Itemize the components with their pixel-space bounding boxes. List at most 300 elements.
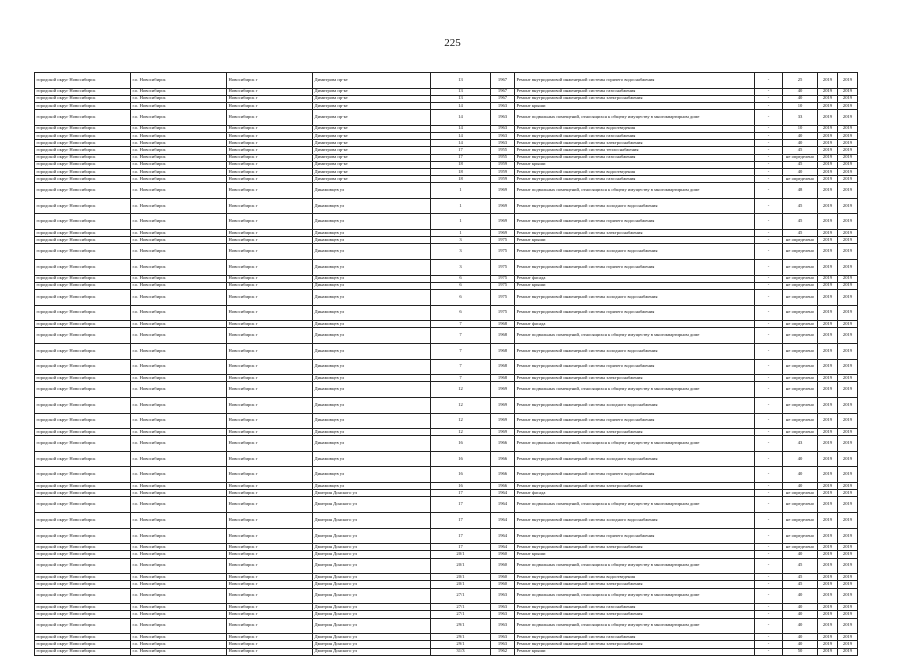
street-cell: Дмитрия Донского ул xyxy=(313,551,431,558)
work-type-cell: Ремонт внутридомовой инженерной системы холодного водоснабжения xyxy=(515,289,755,305)
district-cell: городской округ Новосибирск xyxy=(35,214,131,230)
district-cell: городской округ Новосибирск xyxy=(35,147,131,154)
district-cell: городской округ Новосибирск xyxy=(35,168,131,175)
year-built-cell: 1959 xyxy=(491,176,515,183)
district-cell: городской округ Новосибирск xyxy=(35,140,131,147)
house-cell: 3 xyxy=(431,244,491,260)
municipality-cell: г.о. Новосибирск xyxy=(131,73,227,89)
year-built-cell: 1960 xyxy=(491,574,515,581)
area-cell: - xyxy=(755,110,783,126)
start-year-cell: 2019 xyxy=(818,375,838,382)
house-cell: 17 xyxy=(431,490,491,497)
start-year-cell: 2019 xyxy=(818,359,838,375)
end-year-cell: 2019 xyxy=(838,497,858,513)
municipality-cell: г.о. Новосибирск xyxy=(131,321,227,328)
start-year-cell: 2019 xyxy=(818,581,838,588)
area-cell: - xyxy=(755,260,783,276)
street-cell: Динамовцев ул xyxy=(313,375,431,382)
municipality-cell: г.о. Новосибирск xyxy=(131,588,227,604)
table-row xyxy=(35,88,858,95)
district-cell: городской округ Новосибирск xyxy=(35,497,131,513)
end-year-cell: 2019 xyxy=(838,528,858,544)
house-cell: 1 xyxy=(431,230,491,237)
end-year-cell: 2019 xyxy=(838,641,858,648)
settlement-cell: Новосибирск г xyxy=(227,382,313,398)
district-cell: городской округ Новосибирск xyxy=(35,397,131,413)
street-cell: Динамовцев ул xyxy=(313,275,431,282)
municipality-cell: г.о. Новосибирск xyxy=(131,147,227,154)
street-cell: Дмитрия Донского ул xyxy=(313,634,431,641)
work-type-cell: Ремонт внутридомовой инженерной системы горячего водоснабжения xyxy=(515,413,755,429)
street-cell: Динамовцев ул xyxy=(313,305,431,321)
house-cell: 17 xyxy=(431,544,491,551)
district-cell: городской округ Новосибирск xyxy=(35,641,131,648)
municipality-cell: г.о. Новосибирск xyxy=(131,513,227,529)
settlement-cell: Новосибирск г xyxy=(227,343,313,359)
year-built-cell: 1975 xyxy=(491,289,515,305)
settlement-cell: Новосибирск г xyxy=(227,140,313,147)
municipality-cell: г.о. Новосибирск xyxy=(131,359,227,375)
end-year-cell: 2019 xyxy=(838,490,858,497)
table-row xyxy=(35,413,858,429)
street-cell: Дмитрия Донского ул xyxy=(313,528,431,544)
cost-cell: 40 xyxy=(783,95,818,102)
year-built-cell: 1963 xyxy=(491,125,515,132)
start-year-cell: 2019 xyxy=(818,343,838,359)
district-cell: городской округ Новосибирск xyxy=(35,467,131,483)
cost-cell: 45 xyxy=(783,147,818,154)
settlement-cell: Новосибирск г xyxy=(227,328,313,344)
end-year-cell: 2019 xyxy=(838,551,858,558)
municipality-cell: г.о. Новосибирск xyxy=(131,183,227,199)
register-body xyxy=(35,73,858,656)
settlement-cell: Новосибирск г xyxy=(227,110,313,126)
settlement-cell: Новосибирск г xyxy=(227,88,313,95)
house-cell: 20/1 xyxy=(431,558,491,574)
settlement-cell: Новосибирск г xyxy=(227,125,313,132)
start-year-cell: 2019 xyxy=(818,176,838,183)
district-cell: городской округ Новосибирск xyxy=(35,183,131,199)
street-cell: Динамовцев ул xyxy=(313,198,431,214)
area-cell: - xyxy=(755,161,783,168)
cost-cell: 40 xyxy=(783,467,818,483)
municipality-cell: г.о. Новосибирск xyxy=(131,544,227,551)
table-row xyxy=(35,282,858,289)
start-year-cell: 2019 xyxy=(818,451,838,467)
start-year-cell: 2019 xyxy=(818,648,838,655)
work-type-cell: Ремонт внутридомовой инженерной системы горячего водоснабжения xyxy=(515,305,755,321)
street-cell: Динамовцев ул xyxy=(313,260,431,276)
end-year-cell: 2019 xyxy=(838,237,858,244)
start-year-cell: 2019 xyxy=(818,140,838,147)
table-row xyxy=(35,237,858,244)
start-year-cell: 2019 xyxy=(818,244,838,260)
work-type-cell: Ремонт подвальных помещений, относящихся к общему имуществу в многоквартирном доме xyxy=(515,497,755,513)
street-cell: Дмитрия Донского ул xyxy=(313,490,431,497)
district-cell: городской округ Новосибирск xyxy=(35,321,131,328)
municipality-cell: г.о. Новосибирск xyxy=(131,275,227,282)
cost-cell: не определено xyxy=(783,244,818,260)
work-type-cell: Ремонт крыши xyxy=(515,551,755,558)
cost-cell: 33 xyxy=(783,110,818,126)
work-type-cell: Ремонт подвальных помещений, относящихся к общему имуществу в многоквартирном доме xyxy=(515,588,755,604)
year-built-cell: 1969 xyxy=(491,214,515,230)
settlement-cell: Новосибирск г xyxy=(227,102,313,109)
municipality-cell: г.о. Новосибирск xyxy=(131,230,227,237)
area-cell: - xyxy=(755,451,783,467)
municipality-cell: г.о. Новосибирск xyxy=(131,305,227,321)
street-cell: Динамовцев ул xyxy=(313,483,431,490)
table-row xyxy=(35,110,858,126)
cost-cell: 40 xyxy=(783,604,818,611)
municipality-cell: г.о. Новосибирск xyxy=(131,413,227,429)
year-built-cell: 1969 xyxy=(491,230,515,237)
area-cell: - xyxy=(755,282,783,289)
work-type-cell: Ремонт внутридомовой инженерной системы газоснабжения xyxy=(515,88,755,95)
street-cell: Динамовцев ул xyxy=(313,183,431,199)
end-year-cell: 2019 xyxy=(838,110,858,126)
area-cell: - xyxy=(755,634,783,641)
cost-cell: не определено xyxy=(783,237,818,244)
house-cell: 17 xyxy=(431,497,491,513)
district-cell: городской округ Новосибирск xyxy=(35,611,131,618)
settlement-cell: Новосибирск г xyxy=(227,648,313,655)
municipality-cell: г.о. Новосибирск xyxy=(131,110,227,126)
house-cell: 17 xyxy=(431,513,491,529)
cost-cell: 40 xyxy=(783,140,818,147)
street-cell: Динамовцев ул xyxy=(313,429,431,436)
municipality-cell: г.о. Новосибирск xyxy=(131,198,227,214)
street-cell: Дмитрия Донского ул xyxy=(313,641,431,648)
house-cell: 17 xyxy=(431,147,491,154)
start-year-cell: 2019 xyxy=(818,558,838,574)
table-row xyxy=(35,140,858,147)
table-row xyxy=(35,490,858,497)
house-cell: 29/1 xyxy=(431,641,491,648)
end-year-cell: 2019 xyxy=(838,581,858,588)
year-built-cell: 1975 xyxy=(491,260,515,276)
year-built-cell: 1960 xyxy=(491,551,515,558)
area-cell: - xyxy=(755,102,783,109)
year-built-cell: 1975 xyxy=(491,305,515,321)
street-cell: Димитрова пр-кт xyxy=(313,161,431,168)
street-cell: Динамовцев ул xyxy=(313,282,431,289)
street-cell: Димитрова пр-кт xyxy=(313,147,431,154)
cost-cell: не определено xyxy=(783,528,818,544)
work-type-cell: Ремонт внутридомовой инженерной системы водоотведения xyxy=(515,125,755,132)
street-cell: Дмитрия Донского ул xyxy=(313,618,431,634)
district-cell: городской округ Новосибирск xyxy=(35,289,131,305)
year-built-cell: 1969 xyxy=(491,429,515,436)
street-cell: Динамовцев ул xyxy=(313,343,431,359)
house-cell: 13 xyxy=(431,88,491,95)
table-row xyxy=(35,467,858,483)
end-year-cell: 2019 xyxy=(838,611,858,618)
area-cell: - xyxy=(755,198,783,214)
area-cell: - xyxy=(755,382,783,398)
municipality-cell: г.о. Новосибирск xyxy=(131,429,227,436)
year-built-cell: 1959 xyxy=(491,161,515,168)
street-cell: Дмитрия Донского ул xyxy=(313,588,431,604)
end-year-cell: 2019 xyxy=(838,513,858,529)
start-year-cell: 2019 xyxy=(818,275,838,282)
house-cell: 7 xyxy=(431,328,491,344)
start-year-cell: 2019 xyxy=(818,618,838,634)
house-cell: 16 xyxy=(431,483,491,490)
street-cell: Дмитрия Донского ул xyxy=(313,574,431,581)
work-type-cell: Ремонт внутридомовой инженерной системы электроснабжения xyxy=(515,230,755,237)
street-cell: Дмитрия Донского ул xyxy=(313,648,431,655)
house-cell: 6 xyxy=(431,282,491,289)
settlement-cell: Новосибирск г xyxy=(227,641,313,648)
work-type-cell: Ремонт крыши xyxy=(515,237,755,244)
municipality-cell: г.о. Новосибирск xyxy=(131,343,227,359)
district-cell: городской округ Новосибирск xyxy=(35,574,131,581)
settlement-cell: Новосибирск г xyxy=(227,359,313,375)
end-year-cell: 2019 xyxy=(838,73,858,89)
house-cell: 14 xyxy=(431,140,491,147)
year-built-cell: 1966 xyxy=(491,483,515,490)
area-cell: - xyxy=(755,289,783,305)
area-cell: - xyxy=(755,436,783,452)
area-cell: - xyxy=(755,230,783,237)
end-year-cell: 2019 xyxy=(838,198,858,214)
table-row xyxy=(35,528,858,544)
settlement-cell: Новосибирск г xyxy=(227,574,313,581)
end-year-cell: 2019 xyxy=(838,88,858,95)
district-cell: городской округ Новосибирск xyxy=(35,198,131,214)
cost-cell: не определено xyxy=(783,275,818,282)
year-built-cell: 1963 xyxy=(491,641,515,648)
end-year-cell: 2019 xyxy=(838,648,858,655)
district-cell: городской округ Новосибирск xyxy=(35,88,131,95)
start-year-cell: 2019 xyxy=(818,260,838,276)
work-type-cell: Ремонт внутридомовой инженерной системы газоснабжения xyxy=(515,604,755,611)
district-cell: городской округ Новосибирск xyxy=(35,230,131,237)
municipality-cell: г.о. Новосибирск xyxy=(131,237,227,244)
municipality-cell: г.о. Новосибирск xyxy=(131,176,227,183)
year-built-cell: 1964 xyxy=(491,513,515,529)
year-built-cell: 1963 xyxy=(491,634,515,641)
year-built-cell: 1960 xyxy=(491,558,515,574)
settlement-cell: Новосибирск г xyxy=(227,611,313,618)
end-year-cell: 2019 xyxy=(838,375,858,382)
start-year-cell: 2019 xyxy=(818,513,838,529)
settlement-cell: Новосибирск г xyxy=(227,237,313,244)
district-cell: городской округ Новосибирск xyxy=(35,102,131,109)
municipality-cell: г.о. Новосибирск xyxy=(131,436,227,452)
end-year-cell: 2019 xyxy=(838,436,858,452)
cost-cell: не определено xyxy=(783,513,818,529)
table-row xyxy=(35,451,858,467)
start-year-cell: 2019 xyxy=(818,305,838,321)
municipality-cell: г.о. Новосибирск xyxy=(131,618,227,634)
table-row xyxy=(35,429,858,436)
cost-cell: не определено xyxy=(783,260,818,276)
end-year-cell: 2019 xyxy=(838,183,858,199)
cost-cell: не определено xyxy=(783,289,818,305)
area-cell: - xyxy=(755,611,783,618)
district-cell: городской округ Новосибирск xyxy=(35,110,131,126)
start-year-cell: 2019 xyxy=(818,147,838,154)
municipality-cell: г.о. Новосибирск xyxy=(131,382,227,398)
table-row xyxy=(35,275,858,282)
municipality-cell: г.о. Новосибирск xyxy=(131,168,227,175)
cost-cell: не определено xyxy=(783,343,818,359)
cost-cell: 40 xyxy=(783,634,818,641)
district-cell: городской округ Новосибирск xyxy=(35,490,131,497)
table-row xyxy=(35,321,858,328)
table-row xyxy=(35,618,858,634)
start-year-cell: 2019 xyxy=(818,289,838,305)
start-year-cell: 2019 xyxy=(818,634,838,641)
start-year-cell: 2019 xyxy=(818,397,838,413)
table-row xyxy=(35,581,858,588)
settlement-cell: Новосибирск г xyxy=(227,183,313,199)
municipality-cell: г.о. Новосибирск xyxy=(131,88,227,95)
municipality-cell: г.о. Новосибирск xyxy=(131,282,227,289)
house-cell: 7 xyxy=(431,375,491,382)
settlement-cell: Новосибирск г xyxy=(227,634,313,641)
year-built-cell: 1975 xyxy=(491,237,515,244)
street-cell: Динамовцев ул xyxy=(313,451,431,467)
cost-cell: 40 xyxy=(783,611,818,618)
district-cell: городской округ Новосибирск xyxy=(35,618,131,634)
street-cell: Динамовцев ул xyxy=(313,397,431,413)
table-row xyxy=(35,95,858,102)
house-cell: 13 xyxy=(431,73,491,89)
house-cell: 3 xyxy=(431,237,491,244)
municipality-cell: г.о. Новосибирск xyxy=(131,289,227,305)
district-cell: городской округ Новосибирск xyxy=(35,244,131,260)
work-type-cell: Ремонт внутридомовой инженерной системы горячего водоснабжения xyxy=(515,528,755,544)
district-cell: городской округ Новосибирск xyxy=(35,544,131,551)
table-row xyxy=(35,604,858,611)
area-cell: - xyxy=(755,214,783,230)
municipality-cell: г.о. Новосибирск xyxy=(131,641,227,648)
street-cell: Димитрова пр-кт xyxy=(313,95,431,102)
house-cell: 16 xyxy=(431,467,491,483)
street-cell: Динамовцев ул xyxy=(313,328,431,344)
cost-cell: 50 xyxy=(783,648,818,655)
end-year-cell: 2019 xyxy=(838,328,858,344)
street-cell: Димитрова пр-кт xyxy=(313,132,431,139)
street-cell: Дмитрия Донского ул xyxy=(313,611,431,618)
municipality-cell: г.о. Новосибирск xyxy=(131,125,227,132)
municipality-cell: г.о. Новосибирск xyxy=(131,528,227,544)
house-cell: 7 xyxy=(431,321,491,328)
table-row xyxy=(35,513,858,529)
cost-cell: 45 xyxy=(783,230,818,237)
work-type-cell: Ремонт внутридомовой инженерной системы электроснабжения xyxy=(515,483,755,490)
district-cell: городской округ Новосибирск xyxy=(35,95,131,102)
street-cell: Димитрова пр-кт xyxy=(313,176,431,183)
street-cell: Динамовцев ул xyxy=(313,237,431,244)
work-type-cell: Ремонт внутридомовой инженерной системы холодного водоснабжения xyxy=(515,397,755,413)
district-cell: городской округ Новосибирск xyxy=(35,648,131,655)
start-year-cell: 2019 xyxy=(818,183,838,199)
municipality-cell: г.о. Новосибирск xyxy=(131,397,227,413)
street-cell: Динамовцев ул xyxy=(313,321,431,328)
area-cell: - xyxy=(755,375,783,382)
table-row xyxy=(35,483,858,490)
municipality-cell: г.о. Новосибирск xyxy=(131,154,227,161)
work-type-cell: Ремонт подвальных помещений, относящихся к общему имуществу в многоквартирном доме xyxy=(515,618,755,634)
work-type-cell: Ремонт подвальных помещений, относящихся к общему имуществу в многоквартирном доме xyxy=(515,328,755,344)
street-cell: Дмитрия Донского ул xyxy=(313,558,431,574)
street-cell: Динамовцев ул xyxy=(313,467,431,483)
street-cell: Димитрова пр-кт xyxy=(313,88,431,95)
work-type-cell: Ремонт внутридомовой инженерной системы холодного водоснабжения xyxy=(515,513,755,529)
settlement-cell: Новосибирск г xyxy=(227,558,313,574)
end-year-cell: 2019 xyxy=(838,467,858,483)
house-cell: 29/1 xyxy=(431,634,491,641)
cost-cell: 40 xyxy=(783,88,818,95)
district-cell: городской округ Новосибирск xyxy=(35,528,131,544)
year-built-cell: 1955 xyxy=(491,147,515,154)
repair-register-table xyxy=(34,72,858,656)
work-type-cell: Ремонт внутридомовой инженерной системы электроснабжения xyxy=(515,95,755,102)
year-built-cell: 1969 xyxy=(491,382,515,398)
settlement-cell: Новосибирск г xyxy=(227,214,313,230)
district-cell: городской округ Новосибирск xyxy=(35,132,131,139)
settlement-cell: Новосибирск г xyxy=(227,198,313,214)
district-cell: городской округ Новосибирск xyxy=(35,343,131,359)
year-built-cell: 1968 xyxy=(491,328,515,344)
end-year-cell: 2019 xyxy=(838,451,858,467)
municipality-cell: г.о. Новосибирск xyxy=(131,611,227,618)
year-built-cell: 1968 xyxy=(491,359,515,375)
street-cell: Димитрова пр-кт xyxy=(313,110,431,126)
district-cell: городской округ Новосибирск xyxy=(35,73,131,89)
end-year-cell: 2019 xyxy=(838,95,858,102)
municipality-cell: г.о. Новосибирск xyxy=(131,551,227,558)
settlement-cell: Новосибирск г xyxy=(227,168,313,175)
house-cell: 20/1 xyxy=(431,551,491,558)
table-row xyxy=(35,260,858,276)
municipality-cell: г.о. Новосибирск xyxy=(131,451,227,467)
cost-cell: 45 xyxy=(783,198,818,214)
start-year-cell: 2019 xyxy=(818,604,838,611)
start-year-cell: 2019 xyxy=(818,544,838,551)
house-cell: 7 xyxy=(431,343,491,359)
house-cell: 18 xyxy=(431,168,491,175)
district-cell: городской округ Новосибирск xyxy=(35,604,131,611)
work-type-cell: Ремонт внутридомовой инженерной системы газоснабжения xyxy=(515,154,755,161)
table-row xyxy=(35,102,858,109)
year-built-cell: 1962 xyxy=(491,648,515,655)
settlement-cell: Новосибирск г xyxy=(227,467,313,483)
table-row xyxy=(35,574,858,581)
house-cell: 16 xyxy=(431,451,491,467)
area-cell: - xyxy=(755,648,783,655)
settlement-cell: Новосибирск г xyxy=(227,436,313,452)
end-year-cell: 2019 xyxy=(838,483,858,490)
area-cell: - xyxy=(755,558,783,574)
year-built-cell: 1975 xyxy=(491,275,515,282)
district-cell: городской округ Новосибирск xyxy=(35,176,131,183)
municipality-cell: г.о. Новосибирск xyxy=(131,214,227,230)
start-year-cell: 2019 xyxy=(818,132,838,139)
start-year-cell: 2019 xyxy=(818,588,838,604)
district-cell: городской округ Новосибирск xyxy=(35,588,131,604)
street-cell: Динамовцев ул xyxy=(313,413,431,429)
area-cell: - xyxy=(755,73,783,89)
area-cell: - xyxy=(755,588,783,604)
table-row xyxy=(35,230,858,237)
year-built-cell: 1967 xyxy=(491,88,515,95)
settlement-cell: Новосибирск г xyxy=(227,497,313,513)
